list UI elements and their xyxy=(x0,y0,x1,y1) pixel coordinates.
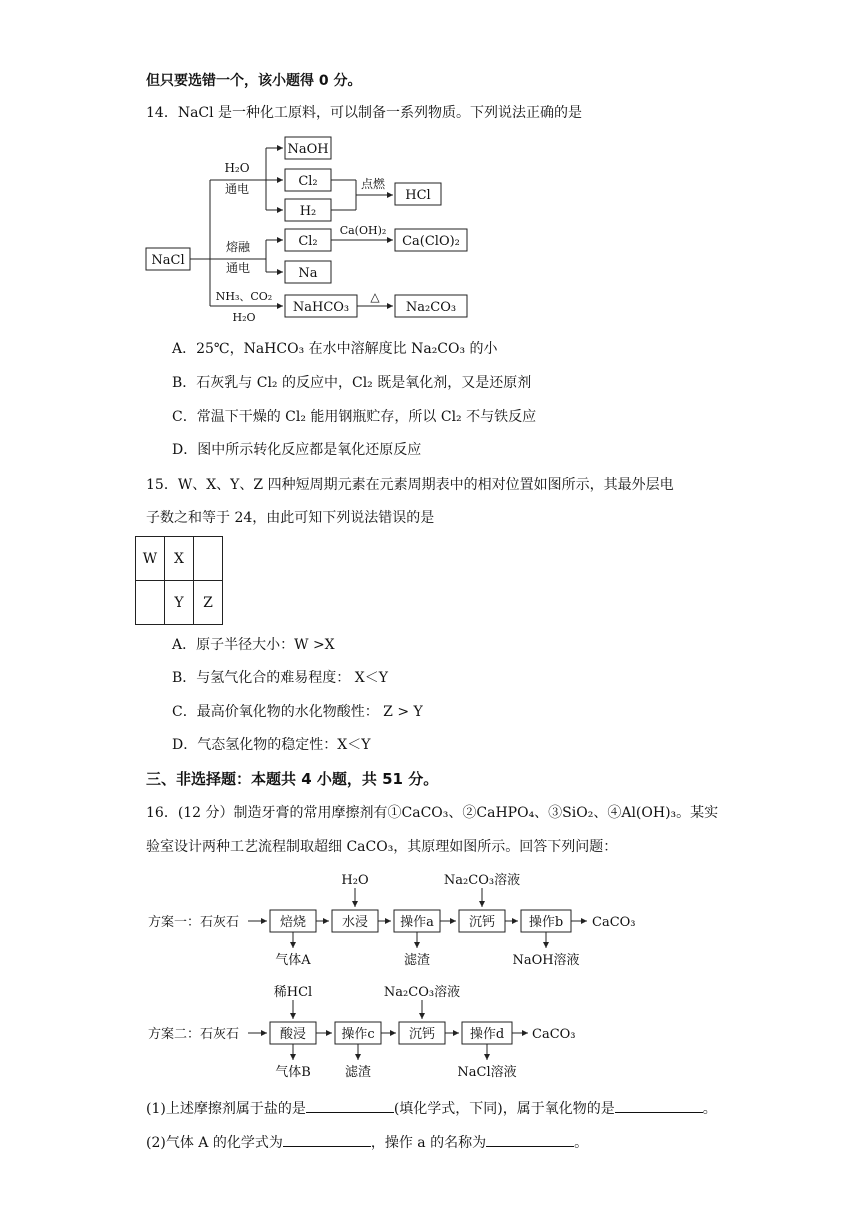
q16-sub1 xyxy=(146,1100,717,1116)
q15-option-b: B．与氢气化合的难易程度： X＜Y xyxy=(172,670,388,686)
q14-option-b: B．石灰乳与 Cl₂ 的反应中，Cl₂ 既是氧化剂，又是还原剂 xyxy=(172,375,532,391)
q14-stem: 14．NaCl 是一种化工原料，可以制备一系列物质。下列说法正确的是 xyxy=(146,105,583,121)
plan2-label: 方案二：石灰石 xyxy=(148,1027,240,1042)
cell-empty-2 xyxy=(136,581,165,625)
na-label: Na xyxy=(298,266,318,281)
answer-blank-gas-a[interactable] xyxy=(283,1134,371,1147)
plan1-out-residue: 滤渣 xyxy=(403,953,431,968)
q14-option-c: C．常温下干燥的 Cl₂ 能用钢瓶贮存，所以 Cl₂ 不与铁反应 xyxy=(172,409,537,425)
q14-flow-diagram xyxy=(140,130,500,330)
plan2-out-residue: 滤渣 xyxy=(344,1065,372,1080)
q16-sub1-text-c: 。 xyxy=(702,1101,717,1117)
plan2-box-op-d: 操作d xyxy=(469,1027,505,1042)
q16-stem-line1: 16．(12 分）制造牙膏的常用摩擦剂有①CaCO₃、②CaHPO₄、③SiO₂、④Al(OH)₃。某实 xyxy=(146,805,719,821)
cell-w: W xyxy=(136,537,165,581)
nacl-label: NaCl xyxy=(151,253,185,268)
cond2-bottom: 通电 xyxy=(225,261,251,275)
plan2-out-nacl: NaCl溶液 xyxy=(457,1065,517,1080)
cond-burn: 点燃 xyxy=(360,177,386,191)
q14-option-d: D．图中所示转化反应都是氧化还原反应 xyxy=(172,442,422,458)
cond1-top: H₂O xyxy=(224,161,250,175)
cl2-label-b: Cl₂ xyxy=(298,234,318,249)
cond3-bottom: H₂O xyxy=(232,311,256,324)
plan1-box-roast: 焙烧 xyxy=(279,915,307,930)
q16-stem-line2: 验室设计两种工艺流程制取超细 CaCO₃，其原理如图所示。回答下列问题： xyxy=(146,839,618,855)
plan1-in-na2co3: Na₂CO₃溶液 xyxy=(443,873,521,888)
caclo2-label: Ca(ClO)₂ xyxy=(402,234,460,249)
plan1-box-water-leach: 水浸 xyxy=(341,915,369,930)
cond-caoh2: Ca(OH)₂ xyxy=(339,224,387,237)
cond2-top: 熔融 xyxy=(225,240,251,254)
periodic-table-fragment xyxy=(135,536,223,625)
plan1-in-water: H₂O xyxy=(341,873,369,888)
q15-stem-line2: 子数之和等于 24，由此可知下列说法错误的是 xyxy=(146,510,435,526)
plan1-out-naoh: NaOH溶液 xyxy=(512,953,580,968)
naoh-label: NaOH xyxy=(287,142,329,157)
plan1-box-op-b: 操作b xyxy=(528,915,564,930)
cell-empty-1 xyxy=(194,537,223,581)
plan2-box-precip: 沉钙 xyxy=(408,1027,436,1042)
hcl-label: HCl xyxy=(405,188,431,203)
na2co3-label: Na₂CO₃ xyxy=(405,300,457,315)
nahco3-label: NaHCO₃ xyxy=(292,300,350,315)
cl2-label-a: Cl₂ xyxy=(298,174,318,189)
plan1-label: 方案一：石灰石 xyxy=(148,915,240,930)
q16-sub2 xyxy=(146,1134,588,1150)
plan1-product: CaCO₃ xyxy=(592,915,636,930)
plan2-in-hcl: 稀HCl xyxy=(273,985,313,1000)
q15-option-a: A．原子半径大小：W >X xyxy=(172,637,335,653)
plan1-out-gas-a: 气体A xyxy=(275,953,311,968)
cell-z: Z xyxy=(194,581,223,625)
section-3-heading: 三、非选择题：本题共 4 小题，共 51 分。 xyxy=(146,770,439,788)
q15-option-c: C．最高价氧化物的水化物酸性： Z > Y xyxy=(172,704,423,720)
q16-sub2-text-a: (2)气体 A 的化学式为 xyxy=(146,1135,283,1151)
q16-sub1-text-b: (填化学式，下同)，属于氧化物的是 xyxy=(393,1101,615,1117)
plan2-out-gas-b: 气体B xyxy=(275,1065,311,1080)
q16-sub2-text-c: 。 xyxy=(574,1135,589,1151)
cond-heat: △ xyxy=(370,290,380,304)
cell-x: X xyxy=(165,537,194,581)
answer-blank-oxide[interactable] xyxy=(615,1100,703,1113)
cell-y: Y xyxy=(165,581,194,625)
cond1-bottom: 通电 xyxy=(224,182,250,196)
plan2-box-op-c: 操作c xyxy=(341,1027,375,1042)
plan2-product: CaCO₃ xyxy=(532,1027,576,1042)
answer-blank-salt[interactable] xyxy=(306,1100,394,1113)
q15-option-d: D．气态氢化物的稳定性：X＜Y xyxy=(172,737,371,753)
cond3-top: NH₃、CO₂ xyxy=(215,290,273,303)
h2-label: H₂ xyxy=(299,204,317,219)
plan1-box-op-a: 操作a xyxy=(400,915,434,930)
q16-sub1-text-a: (1)上述摩擦剂属于盐的是 xyxy=(146,1101,306,1117)
answer-blank-op-a[interactable] xyxy=(486,1134,574,1147)
plan2-in-na2co3: Na₂CO₃溶液 xyxy=(383,985,461,1000)
q16-process-diagram xyxy=(140,866,660,1086)
plan2-box-acid-leach: 酸浸 xyxy=(279,1027,307,1042)
q16-sub2-text-b: ，操作 a 的名称为 xyxy=(370,1135,487,1151)
q14-option-a: A．25℃，NaHCO₃ 在水中溶解度比 Na₂CO₃ 的小 xyxy=(172,341,498,357)
q15-stem-line1: 15．W、X、Y、Z 四种短周期元素在元素周期表中的相对位置如图所示，其最外层电 xyxy=(146,477,674,493)
intro-line: 但只要选错一个，该小题得 0 分。 xyxy=(146,73,362,89)
plan1-box-precip: 沉钙 xyxy=(468,915,496,930)
